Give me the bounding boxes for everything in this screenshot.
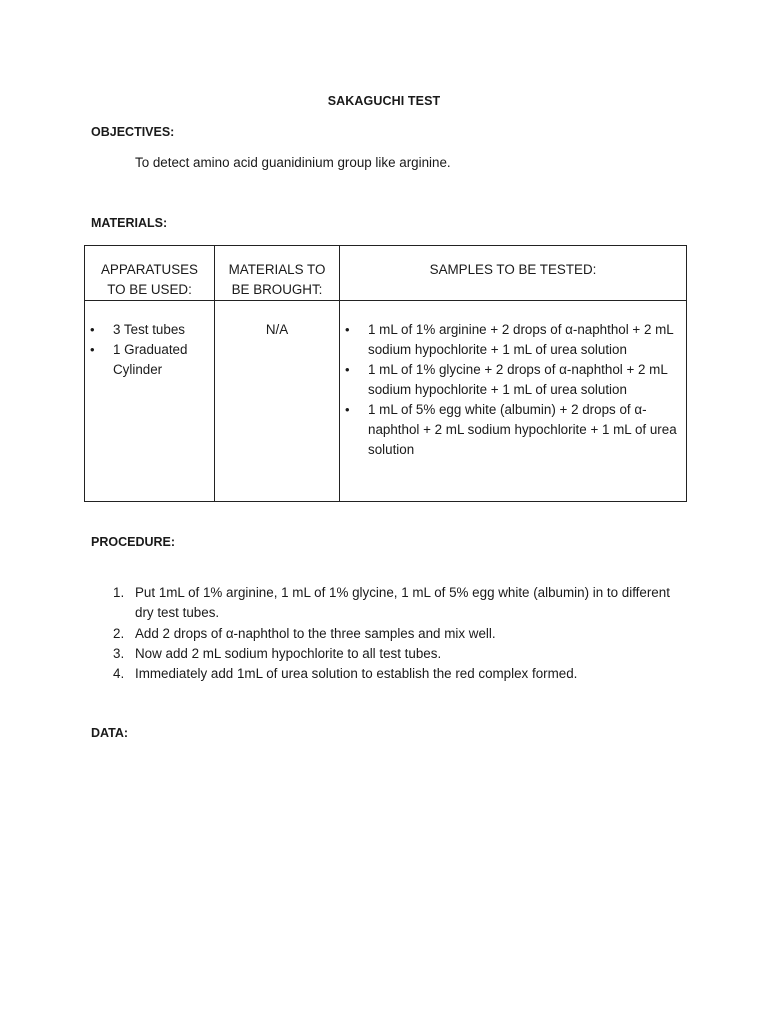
step-number: 4.: [113, 666, 125, 682]
procedure-step: [110, 664, 680, 684]
header-materials-brought: MATERIALS TO BE BROUGHT:: [215, 246, 340, 301]
list-item: • 1 mL of 1% arginine + 2 drops of α-naphthol + 2 mL sodium hypochlorite + 1 mL of urea solution: [340, 320, 680, 360]
list-item: • 3 Test tubes: [85, 320, 214, 340]
step-text: Add 2 drops of α-naphthol to the three samples and mix well.: [135, 625, 496, 641]
step-number: 3.: [113, 645, 125, 661]
procedure-step: [110, 644, 680, 664]
step-text: Now add 2 mL sodium hypochlorite to all test tubes.: [135, 645, 442, 661]
apparatuses-cell: [85, 301, 215, 502]
step-number: 2.: [113, 625, 125, 641]
apparatuses-list: [85, 320, 214, 380]
procedure-step: [110, 624, 680, 644]
materials-brought-cell: N/A: [215, 301, 340, 502]
samples-cell: [340, 301, 687, 502]
table-header-row: [85, 246, 687, 301]
list-item: • 1 mL of 1% glycine + 2 drops of α-naphthol + 2 mL sodium hypochlorite + 1 mL of urea solution: [340, 360, 680, 400]
materials-heading: MATERIALS:: [91, 216, 168, 230]
list-item: • 1 Graduated Cylinder: [85, 340, 214, 380]
page-title: SAKAGUCHI TEST: [327, 94, 441, 108]
procedure-list: [110, 583, 680, 684]
objective-text: To detect amino acid guanidinium group like arginine.: [135, 155, 451, 170]
step-text: Put 1mL of 1% arginine, 1 mL of 1% glycine, 1 mL of 5% egg white (albumin) in to different dry test tubes.: [135, 585, 670, 621]
header-apparatuses: APPARATUSES TO BE USED:: [85, 246, 215, 301]
step-number: 1.: [113, 585, 125, 600]
procedure-step: [110, 583, 680, 624]
procedure-heading: PROCEDURE:: [91, 535, 176, 549]
samples-list: [340, 320, 680, 460]
materials-table: [84, 245, 687, 502]
objectives-heading: OBJECTIVES:: [91, 125, 175, 139]
table-row: [85, 301, 687, 502]
header-samples: SAMPLES TO BE TESTED:: [340, 246, 687, 301]
data-heading: DATA:: [91, 726, 129, 740]
list-item: • 1 mL of 5% egg white (albumin) + 2 drops of α-naphthol + 2 mL sodium hypochlorite + 1 mL of urea solution: [340, 400, 680, 460]
step-text: Immediately add 1mL of urea solution to establish the red complex formed.: [135, 666, 578, 682]
